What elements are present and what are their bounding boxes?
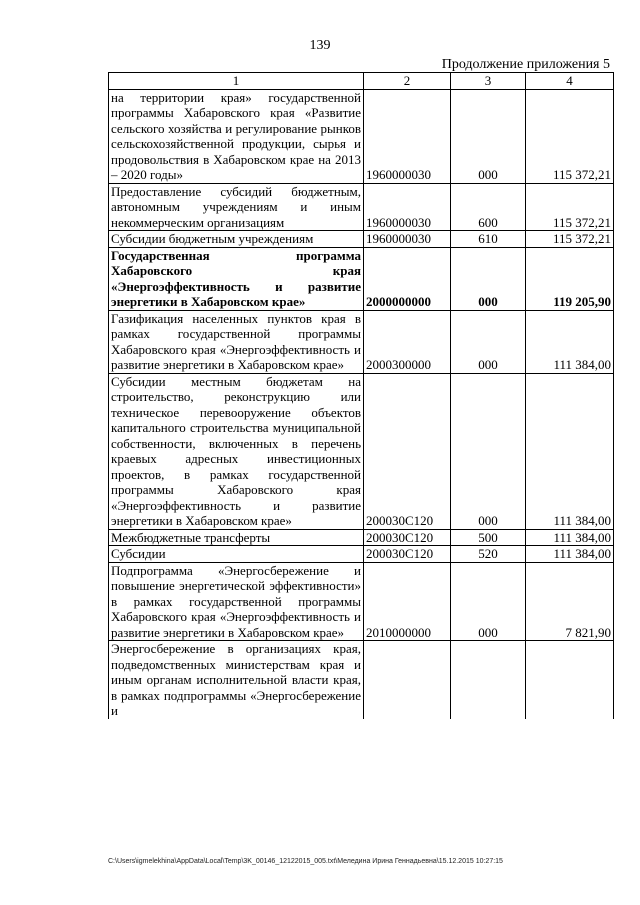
- header-row: [109, 73, 614, 90]
- row-type-cell: 610: [451, 231, 526, 248]
- table-row: [109, 183, 614, 231]
- row-type-cell: 000: [451, 373, 526, 529]
- row-type-cell: 520: [451, 546, 526, 563]
- row-amount-cell: 111 384,00: [526, 546, 614, 563]
- row-amount-cell: 7 821,90: [526, 562, 614, 641]
- table-row: [109, 529, 614, 546]
- row-type-cell: 000: [451, 562, 526, 641]
- row-name-cell: на территории края» государственной программы Хабаровского края «Развитие сельского хозяйства и регулирование рынков сельскохозяйственной продукции, сырья и продовольствия в Хабаровском крае на 2013 – 2020 годы»: [109, 89, 364, 183]
- row-name-cell: Субсидии местным бюджетам на строительство, реконструкцию или техническое перевооружение объектов капитального строительства муниципальной собственности, включенных в перечень краевых адресных инвестиционных проектов, в рамках государственной программы Хабаровского края «Энергоэффективность и развитие энергетики в Хабаровском крае»: [109, 373, 364, 529]
- row-name-cell: Государственная программа Хабаровского края «Энергоэффективность и развитие энергетики в Хабаровском крае»: [109, 247, 364, 310]
- row-amount-cell: [526, 641, 614, 719]
- row-name-cell: Подпрограмма «Энергосбережение и повышение энергетической эффективности» в рамках государственной программы Хабаровского края «Энергоэффективность и развитие энергетики в Хабаровском крае»: [109, 562, 364, 641]
- table-row: [109, 89, 614, 183]
- budget-table: [108, 72, 614, 719]
- row-code-cell: 1960000030: [364, 231, 451, 248]
- row-name-cell: Предоставление субсидий бюджетным, автономным учреждениям и иным некоммерческим организациям: [109, 183, 364, 231]
- row-amount-cell: 119 205,90: [526, 247, 614, 310]
- table-row: [109, 310, 614, 373]
- column-header-2: 2: [364, 73, 451, 90]
- row-type-cell: 500: [451, 529, 526, 546]
- row-name-cell: Межбюджетные трансферты: [109, 529, 364, 546]
- column-header-4: 4: [526, 73, 614, 90]
- table-row: [109, 231, 614, 248]
- page-number: 139: [309, 38, 331, 53]
- table-row: [109, 641, 614, 719]
- row-type-cell: 000: [451, 247, 526, 310]
- table-row: [109, 373, 614, 529]
- table-row: [109, 546, 614, 563]
- row-name-cell: Субсидии бюджетным учреждениям: [109, 231, 364, 248]
- continuation-label: Продолжение приложения 5: [441, 57, 610, 72]
- row-code-cell: 2000000000: [364, 247, 451, 310]
- row-name-cell: Газификация населенных пунктов края в рамках государственной программы Хабаровского края «Энергоэффективность и развитие энергетики в Хабаровском крае»: [109, 310, 364, 373]
- row-code-cell: 2000300000: [364, 310, 451, 373]
- row-type-cell: 600: [451, 183, 526, 231]
- row-code-cell: 1960000030: [364, 183, 451, 231]
- table-row: [109, 247, 614, 310]
- row-code-cell: 1960000030: [364, 89, 451, 183]
- row-type-cell: 000: [451, 89, 526, 183]
- column-header-3: 3: [451, 73, 526, 90]
- row-code-cell: 200030С120: [364, 546, 451, 563]
- row-amount-cell: 111 384,00: [526, 529, 614, 546]
- row-code-cell: [364, 641, 451, 719]
- row-code-cell: 200030С120: [364, 529, 451, 546]
- row-amount-cell: 115 372,21: [526, 89, 614, 183]
- row-amount-cell: 111 384,00: [526, 310, 614, 373]
- row-name-cell: Субсидии: [109, 546, 364, 563]
- table-row: [109, 562, 614, 641]
- row-code-cell: 200030С120: [364, 373, 451, 529]
- row-amount-cell: 111 384,00: [526, 373, 614, 529]
- file-path-footer: C:\Users\igmelekhina\AppData\Local\Temp\3K_00146_12122015_005.txt\Меледина Ирина Геннадьевна\15.12.2015 10:27:15: [108, 858, 503, 865]
- row-amount-cell: 115 372,21: [526, 183, 614, 231]
- row-name-cell: Энергосбережение в организациях края, подведомственных министерствам края и иным органам исполнительной власти края, в рамках подпрограммы «Энергосбережение и: [109, 641, 364, 719]
- row-type-cell: [451, 641, 526, 719]
- column-header-1: 1: [109, 73, 364, 90]
- row-code-cell: 2010000000: [364, 562, 451, 641]
- row-type-cell: 000: [451, 310, 526, 373]
- row-amount-cell: 115 372,21: [526, 231, 614, 248]
